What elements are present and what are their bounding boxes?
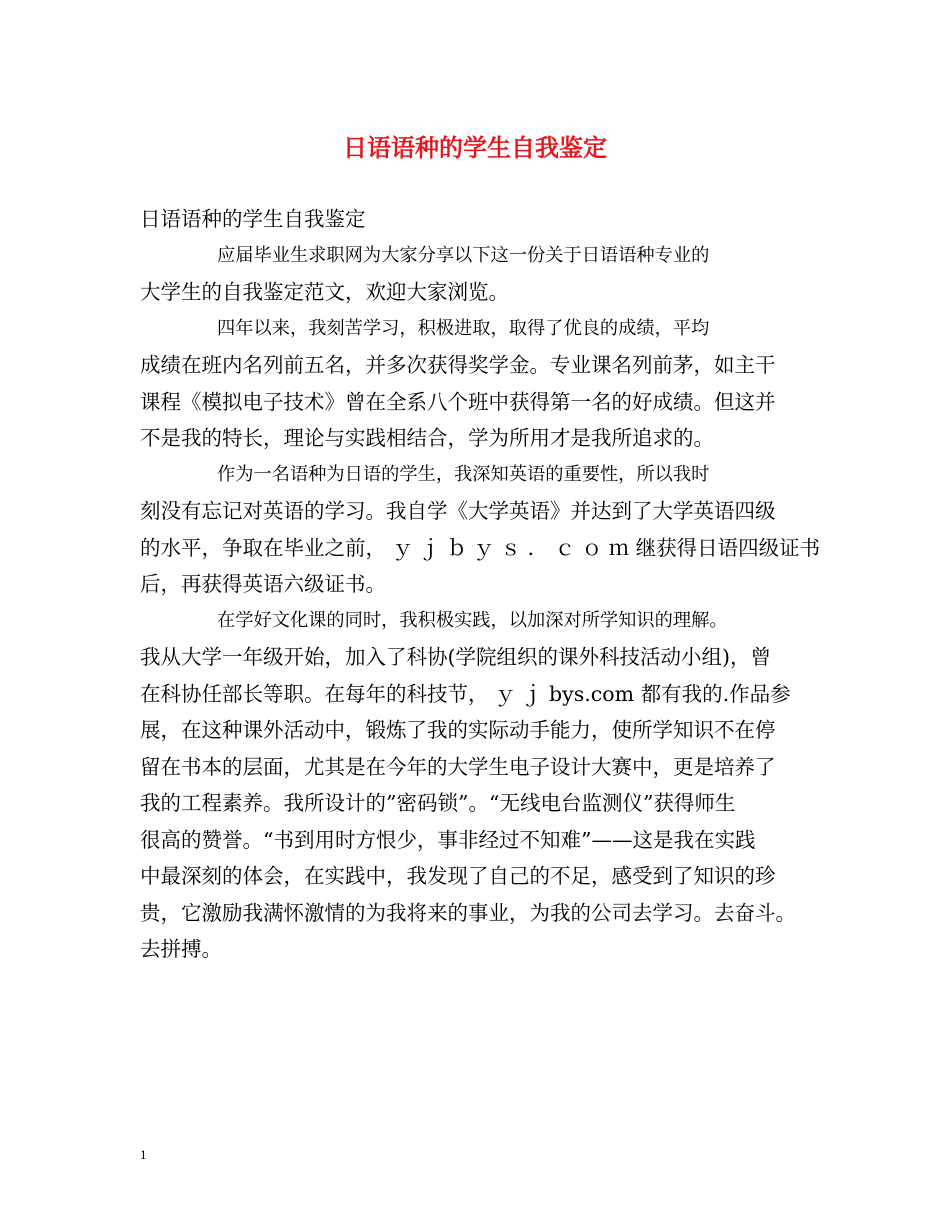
paragraph-line: 后，再获得英语六级证书。 [140,572,386,596]
paragraph-line: 不是我的特长，理论与实践相结合，学为所用才是我所追求的。 [140,426,714,450]
subtitle-line: 日语语种的学生自我鉴定 [140,207,366,231]
paragraph-line: 中最深刻的体会，在实践中，我发现了自己的不足，感受到了知识的珍 [140,864,776,888]
paragraph-line: 刻没有忘记对英语的学习。我自学《大学英语》并达到了大学英语四级 [140,499,776,523]
document-body [140,201,840,968]
paragraph-line: 在科协任部长等职。在每年的科技节， ｙ ｊ bys.com 都有我的.作品参 [140,681,791,706]
paragraph-line: 很高的赞誉。“书到用时方恨少，事非经过不知难”——这是我在实践 [140,827,756,852]
paragraph-line: 留在书本的层面，尤其是在今年的大学生电子设计大赛中，更是培养了 [140,754,776,779]
paragraph-line: 的水平，争取在毕业之前， ｙ ｊ ｂ ｙ ｓ ． ｃ ｏ ｍ 继获得日语四级证书 [140,535,821,560]
paragraph-line: 作为一名语种为日语的学生，我深知英语的重要性，所以我时 [217,463,710,485]
paragraph-line: 大学生的自我鉴定范文，欢迎大家浏览。 [140,280,509,304]
paragraph-line: 我的工程素养。我所设计的”密码锁”。“无线电台监测仪”获得师生 [140,791,736,815]
paragraph-line: 贵，它激励我满怀激情的为我将来的事业，为我的公司去学习。去奋斗。 [140,900,796,925]
page-title: 日语语种的学生自我鉴定 [343,133,607,162]
paragraph-line: 课程《模拟电子技术》曾在全系八个班中获得第一名的好成绩。但这并 [140,389,776,414]
paragraph-line: 应届毕业生求职网为大家分享以下这一份关于日语语种专业的 [217,244,710,266]
paragraph-line: 我从大学一年级开始，加入了科协(学院组织的课外科技活动小组)，曾 [140,645,771,669]
paragraph-line: 展，在这种课外活动中，锻炼了我的实际动手能力，使所学知识不在停 [140,718,776,742]
paragraph-line: 四年以来，我刻苦学习，积极进取，取得了优良的成绩，平均 [217,317,710,339]
paragraph-line: 成绩在班内名列前五名，并多次获得奖学金。专业课名列前茅，如主干 [140,353,776,377]
page-number: 1 [140,1147,147,1162]
paragraph-line: 去拼搏。 [140,937,222,961]
paragraph-line: 在学好文化课的同时，我积极实践，以加深对所学知识的理解。 [217,609,728,631]
